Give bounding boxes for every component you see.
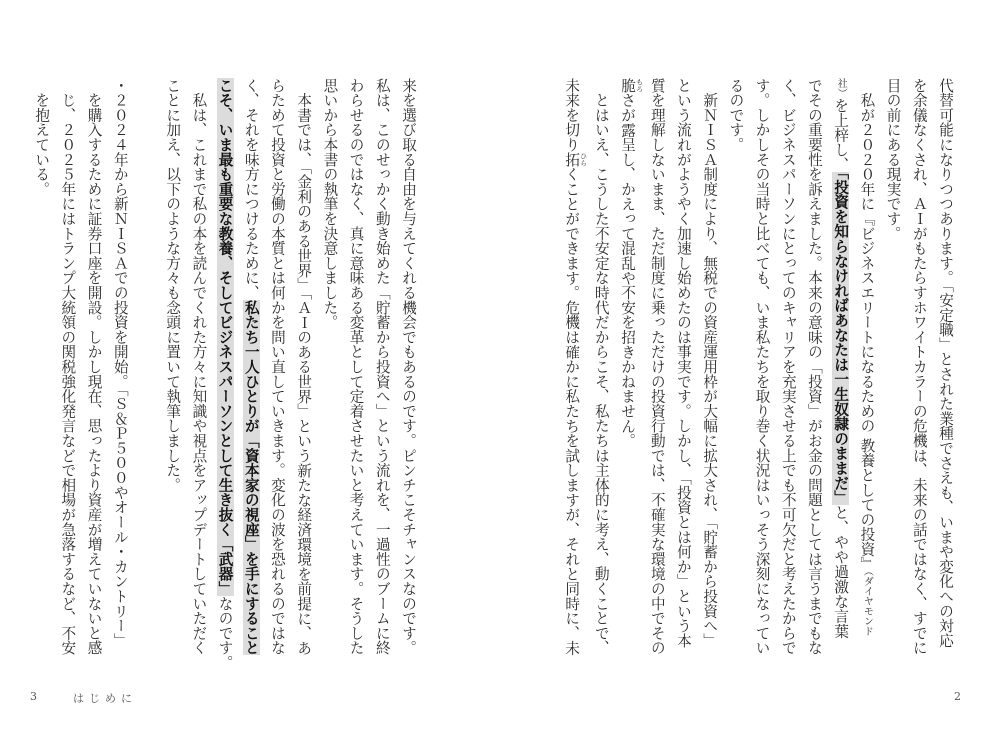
text-line [211, 78, 237, 670]
text-line [369, 78, 395, 658]
page-number-right: 2 [954, 690, 961, 703]
ruby-annotation [563, 152, 588, 167]
text-segment: 未来を切り [563, 78, 581, 152]
highlighted-bold-text: こそ、いま最も重要な教養、そしてビジネスパーソンとして生き抜く「武器」 [216, 78, 234, 596]
left-page-body [28, 78, 421, 670]
text-line [316, 78, 342, 658]
text-line [290, 78, 316, 658]
ruby-base: 脆 [619, 78, 637, 93]
text-line [80, 78, 106, 658]
text-line [264, 78, 290, 658]
publisher-note: 社） [835, 78, 847, 98]
text-segment: 私は、これまで私の本を読んでくれた方々に知識や視点をアップデートしていただく [190, 78, 208, 656]
text-line [932, 78, 958, 658]
text-segment: 私は、このせっかく動き始めた「貯蓄から投資へ」という流れを、一過性のブームに終 [373, 78, 391, 656]
highlighted-bold-text: 「投資を知らなければあなたは一生奴隷のままだ」 [832, 172, 850, 506]
text-segment: さが露呈し、かえって混乱や不安を招きかねません。 [619, 92, 637, 449]
text-segment: 代替可能になりつつあります。「安定職」とされた業種でさえも、いまや変化への対応 [937, 78, 954, 648]
text-line [558, 78, 588, 658]
text-segment: 思いから本書の執筆を決意しました。 [321, 78, 339, 330]
text-line [185, 78, 211, 658]
text-segment: す。しかしその当時と比べても、いま私たちを取り巻く状況はいっそう深刻になってい [753, 78, 771, 656]
text-segment: 目の前にある現実です。 [884, 78, 902, 241]
text-line [827, 78, 853, 658]
text-line [588, 78, 614, 658]
text-segment: わらせるのではなく、真に意味ある変革として定着させたいと考えています。そうした [347, 78, 365, 656]
text-segment: を余儀なくされ、ＡＩがもたらすホワイトカラーの危機は、未来の話ではなく、すでに [910, 78, 928, 656]
text-segment: という流れがようやく加速し始めたのは事実です。しかし、「投資とは何か」という本 [674, 78, 692, 648]
text-line [28, 78, 54, 658]
text-line [801, 78, 827, 658]
text-segment: 私が２０２０年に『ビジネスエリートになるための 教養としての投資』 [858, 78, 876, 572]
right-page-body [558, 78, 958, 658]
page-number-left: 3 [30, 690, 37, 703]
text-segment: を上梓し、 [832, 98, 850, 172]
text-segment: 質を理解しないまま、ただ制度に乗っただけの投資行動では、不確実な環境の中でその [648, 78, 666, 656]
text-segment: ・２０２４年から新ＮＩＳＡでの投資を開始。「Ｓ＆Ｐ５００やオール・カントリー」 [111, 78, 129, 648]
text-line [722, 78, 748, 658]
text-segment: らためて投資と労働の本質とは何かを問い直していきます。変化の波を恐れるのではな [268, 78, 286, 656]
text-segment: 来を選び取る自由を与えてくれる機会でもあるのです。ピンチこそチャンスなのです。 [400, 78, 417, 656]
text-line [238, 78, 264, 658]
text-segment: くことができます。危機は確かに私たちを試しますが、それと同時に、未 [563, 166, 581, 656]
text-line [107, 78, 133, 658]
text-segment: と、やや過激な言葉 [832, 505, 850, 639]
text-segment: く、それを味方につけるために、 [242, 78, 260, 300]
text-segment: なのです。 [216, 596, 234, 670]
text-line [342, 78, 368, 658]
ruby-annotation [619, 78, 644, 93]
text-segment: るのです。 [727, 78, 745, 152]
text-line [696, 78, 722, 658]
ruby-base: 拓 [563, 152, 581, 167]
text-line [775, 78, 801, 658]
text-line [54, 78, 80, 658]
ruby-reading: ひら [579, 152, 588, 167]
highlighted-bold-text: 私たち一人ひとりが「資本家の視座」を手にすること [242, 300, 260, 656]
text-line [395, 78, 421, 658]
text-segment: でその重要性を訴えました。本来の意味の「投資」がお金の問題としては言うまでもな [805, 78, 823, 656]
text-segment: を購入するために証券口座を開設。しかし現在、思ったより資産が増えていないと感 [85, 78, 103, 656]
text-line [644, 78, 670, 658]
text-segment: 本書では、「金利のある世界」「ＡＩのある世界」という新たな経済環境を前提に、あ [295, 78, 313, 656]
text-line [906, 78, 932, 658]
ruby-reading: もろ [635, 78, 644, 93]
text-segment: く、ビジネスパーソンにとってのキャリアを充実させる上でも不可欠だと考えたからで [779, 78, 797, 656]
text-line [748, 78, 774, 658]
text-line [614, 78, 644, 658]
text-segment: 新ＮＩＳＡ制度により、無税での資産運用枠が大幅に拡大され、「貯蓄から投資へ」 [701, 78, 719, 648]
text-segment: ことに加え、以下のような方々も念頭に置いて執筆しました。 [164, 78, 182, 493]
text-line [670, 78, 696, 658]
running-head: はじめに [73, 692, 137, 705]
text-segment: とはいえ、こうした不安定な時代だからこそ、私たちは主体的に考え、動くことで、 [592, 78, 610, 656]
publisher-note: （ダイヤモンド [861, 571, 873, 637]
text-line [133, 78, 159, 658]
text-segment: を抱えている。 [33, 78, 51, 197]
text-line [159, 78, 185, 658]
text-segment: じ、２０２５年にはトランプ大統領の関税強化発言などで相場が急落するなど、不安 [59, 78, 77, 656]
text-line [879, 78, 905, 658]
text-line [853, 78, 879, 658]
